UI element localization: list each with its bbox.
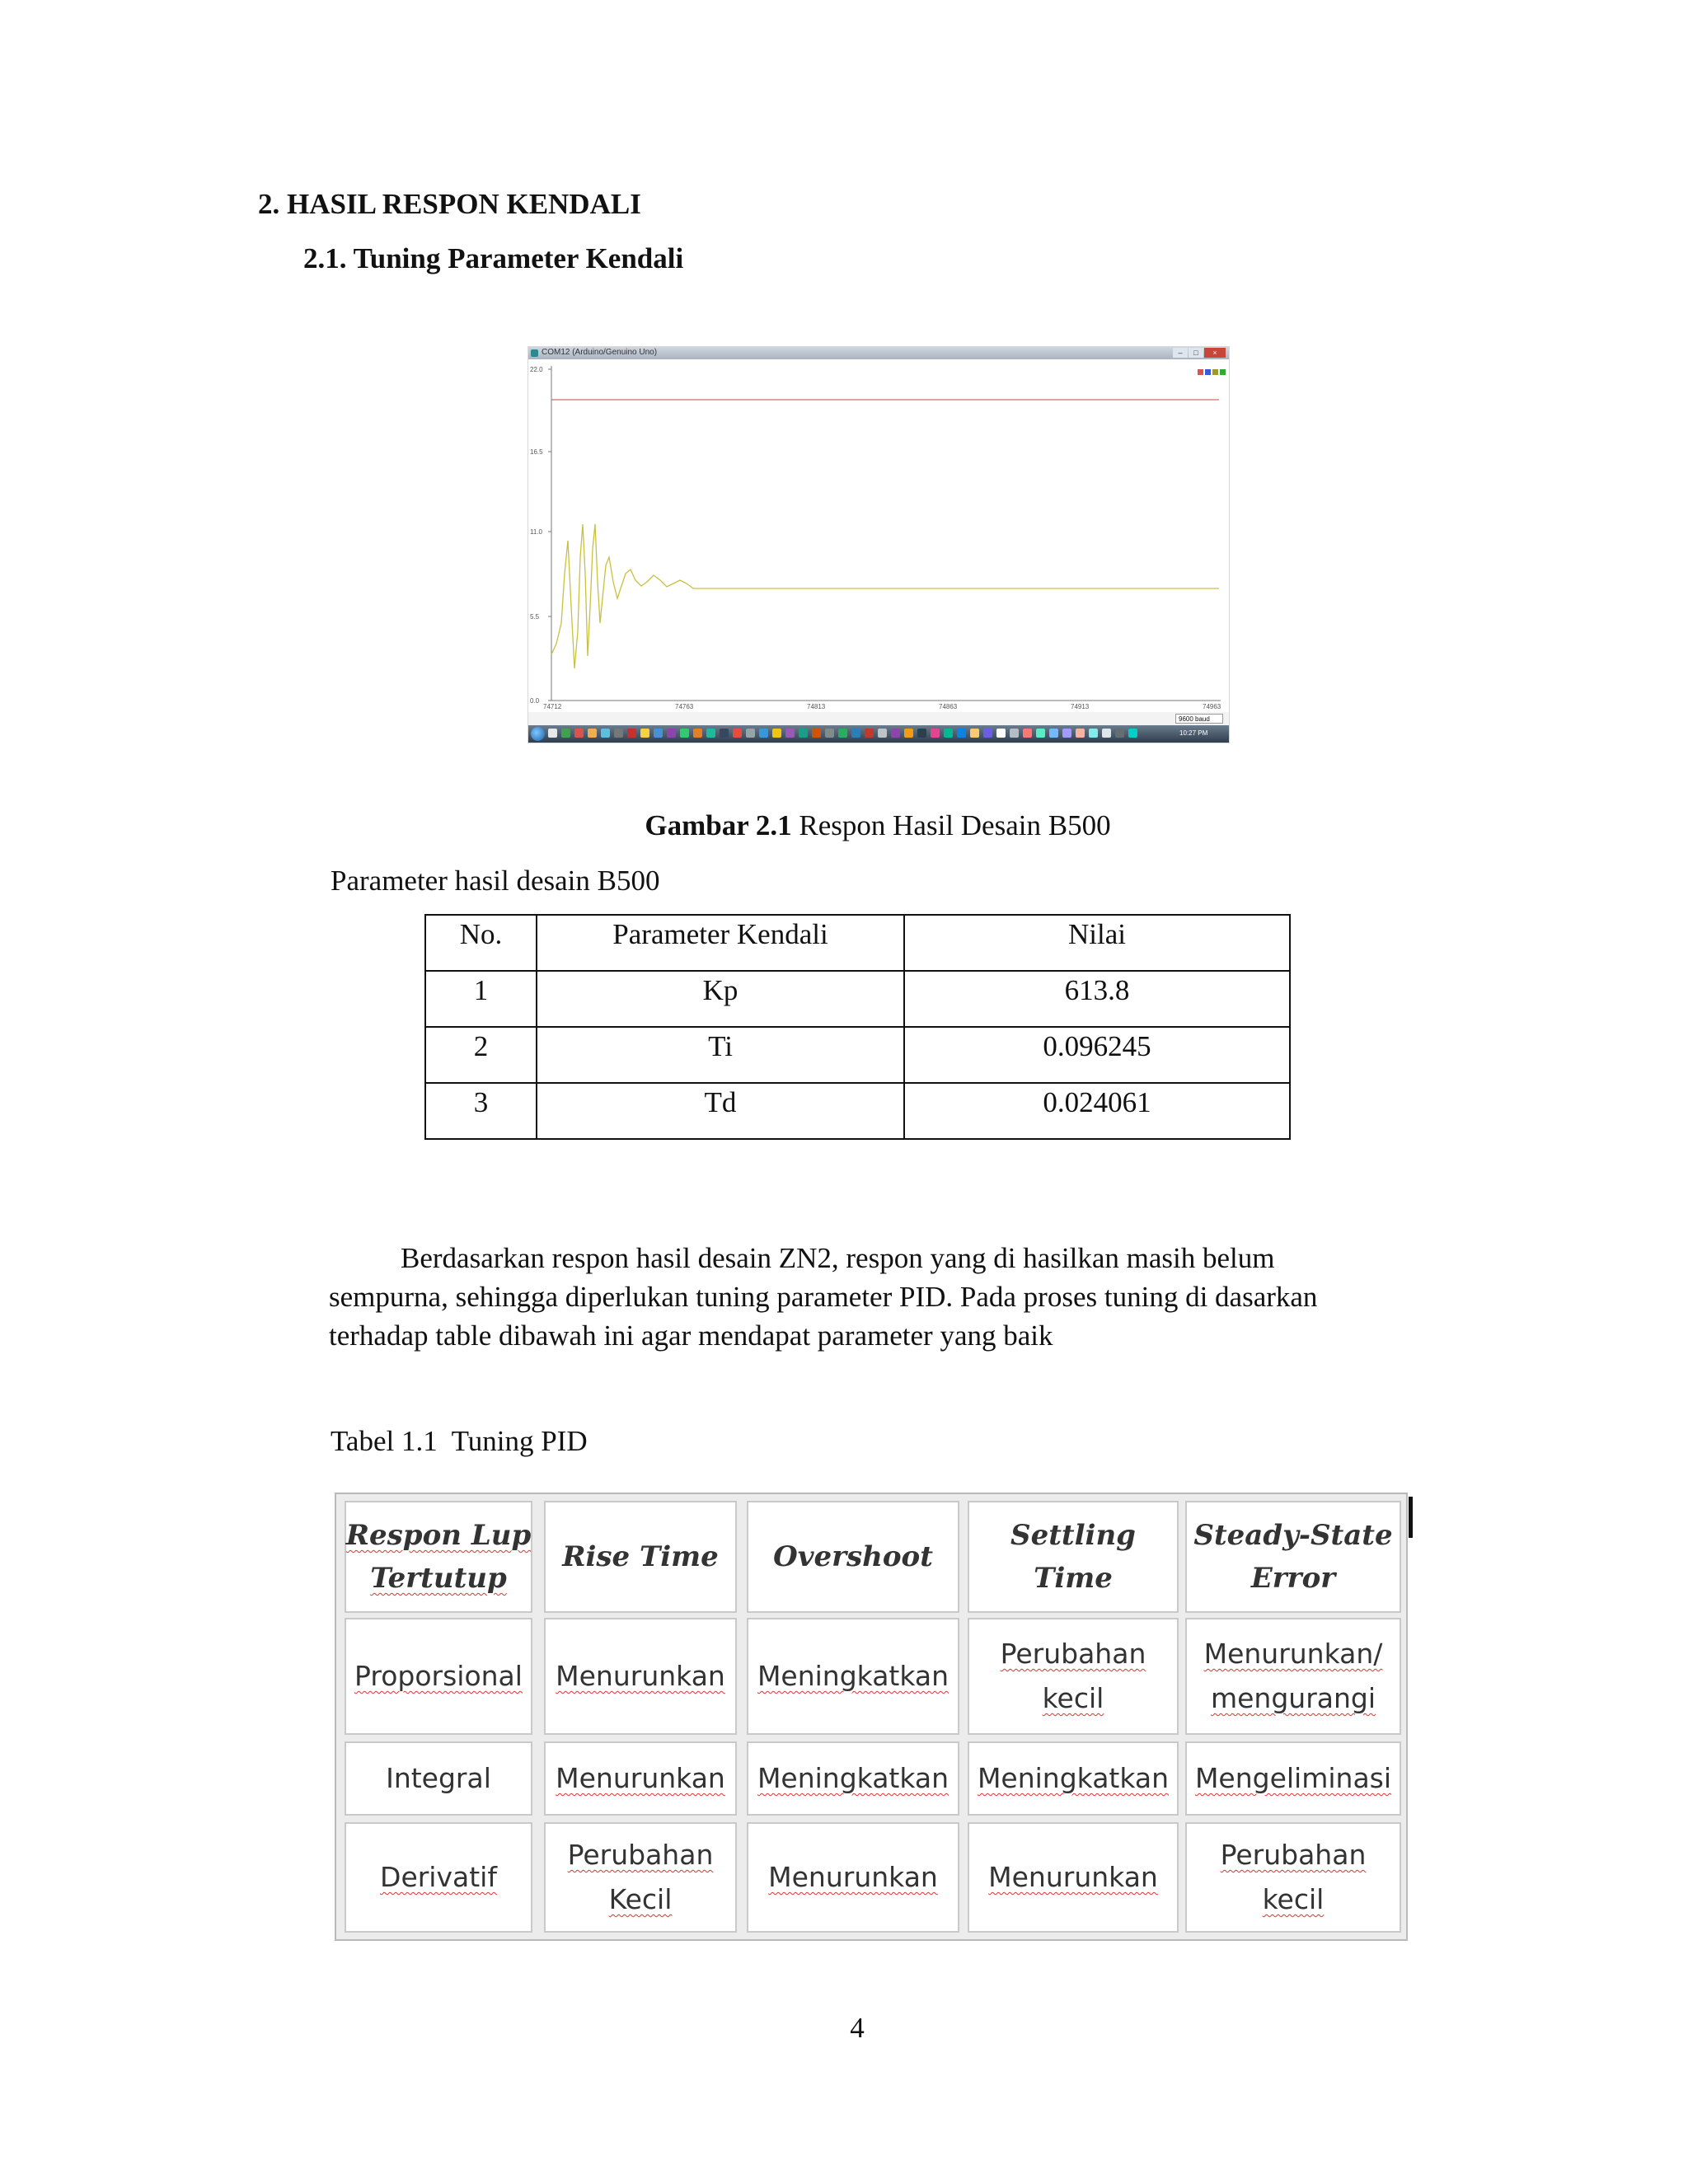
paragraph-line: terhadap table dibawah ini agar mendapat parameter yang baik — [329, 1319, 1053, 1352]
taskbar-app-icon[interactable] — [601, 729, 610, 738]
tuning-cell: Derivatif — [345, 1822, 532, 1933]
taskbar-app-icon[interactable] — [799, 729, 808, 738]
taskbar-app-icon[interactable] — [1102, 729, 1111, 738]
tuning-cell: Menurunkan — [544, 1741, 737, 1816]
x-tick-label: 74913 — [1071, 703, 1090, 710]
taskbar-app-icon[interactable] — [693, 729, 702, 738]
taskbar-app-icon[interactable] — [548, 729, 557, 738]
os-taskbar — [528, 725, 1229, 743]
table-caption: Tabel 1.1 Tuning PID — [331, 1425, 588, 1457]
taskbar-app-icon[interactable] — [891, 729, 900, 738]
taskbar-app-icon[interactable] — [1062, 729, 1071, 738]
taskbar-app-icon[interactable] — [640, 729, 649, 738]
taskbar-app-icon[interactable] — [957, 729, 966, 738]
tuning-cell: Proporsional — [345, 1618, 532, 1735]
table-row — [425, 1027, 1290, 1083]
taskbar-app-icon[interactable] — [931, 729, 940, 738]
table-cell: 613.8 — [904, 971, 1290, 1027]
taskbar-app-icon[interactable] — [944, 729, 953, 738]
taskbar-app-icon[interactable] — [1089, 729, 1098, 738]
parameter-label: Parameter hasil desain B500 — [331, 865, 660, 897]
plotter-statusbar — [528, 712, 1229, 725]
taskbar-app-icon[interactable] — [680, 729, 689, 738]
taskbar-app-icon[interactable] — [970, 729, 979, 738]
plot-area — [528, 359, 1229, 712]
x-tick-label: 74963 — [1203, 703, 1221, 710]
taskbar-icons — [548, 729, 1142, 739]
taskbar-app-icon[interactable] — [825, 729, 834, 738]
taskbar-app-icon[interactable] — [1010, 729, 1019, 738]
response-curve — [551, 524, 697, 668]
table-cell: Kp — [537, 971, 904, 1027]
table-row — [425, 971, 1290, 1027]
taskbar-app-icon[interactable] — [865, 729, 874, 738]
taskbar-app-icon[interactable] — [561, 729, 570, 738]
taskbar-app-icon[interactable] — [588, 729, 597, 738]
table-cell: 0.024061 — [904, 1083, 1290, 1139]
parameter-table — [424, 914, 1291, 1140]
y-tick-label: 5.5 — [530, 613, 540, 621]
taskbar-app-icon[interactable] — [1128, 729, 1137, 738]
window-title: COM12 (Arduino/Genuino Uno) — [542, 348, 658, 357]
tuning-cell: Integral — [345, 1741, 532, 1816]
tuning-cell: Menurunkan — [544, 1618, 737, 1735]
taskbar-app-icon[interactable] — [772, 729, 781, 738]
table-cell: Ti — [537, 1027, 904, 1083]
taskbar-app-icon[interactable] — [627, 729, 636, 738]
y-tick-label: 0.0 — [530, 697, 540, 705]
header-cell: Nilai — [904, 915, 1290, 971]
taskbar-app-icon[interactable] — [1023, 729, 1032, 738]
window-titlebar — [528, 347, 1229, 359]
tuning-cell: Perubahan kecil — [1185, 1822, 1401, 1933]
taskbar-app-icon[interactable] — [1076, 729, 1085, 738]
tuning-pid-table — [335, 1493, 1408, 1941]
taskbar-app-icon[interactable] — [1049, 729, 1058, 738]
taskbar-clock: 10:27 PM — [1179, 729, 1208, 737]
body-paragraph — [329, 1239, 1433, 1355]
figure-caption — [0, 809, 1688, 842]
subsection-heading: 2.1. Tuning Parameter Kendali — [303, 242, 684, 274]
table-cell: 0.096245 — [904, 1027, 1290, 1083]
close-button[interactable]: × — [1204, 348, 1226, 358]
taskbar-app-icon[interactable] — [878, 729, 887, 738]
taskbar-app-icon[interactable] — [838, 729, 847, 738]
tuning-cell: Perubahan Kecil — [544, 1822, 737, 1933]
tuning-cell: Meningkatkan — [747, 1618, 959, 1735]
minimize-button[interactable]: – — [1173, 348, 1188, 358]
caption-text: Respon Hasil Desain B500 — [791, 809, 1111, 841]
paragraph-line: Berdasarkan respon hasil desain ZN2, respon yang di hasilkan masih belum — [401, 1242, 1275, 1274]
x-tick-label: 74863 — [939, 703, 958, 710]
taskbar-app-icon[interactable] — [851, 729, 860, 738]
taskbar-app-icon[interactable] — [812, 729, 821, 738]
taskbar-app-icon[interactable] — [746, 729, 755, 738]
baud-rate-select[interactable]: 9600 baud — [1175, 714, 1223, 724]
tuning-header-cell: Rise Time — [544, 1501, 737, 1613]
taskbar-app-icon[interactable] — [917, 729, 926, 738]
table-cell: 2 — [425, 1027, 537, 1083]
tuning-cell: Meningkatkan — [747, 1741, 959, 1816]
taskbar-app-icon[interactable] — [1115, 729, 1124, 738]
page-number: 4 — [850, 2012, 865, 2044]
x-tick-label: 74813 — [807, 703, 826, 710]
taskbar-app-icon[interactable] — [667, 729, 676, 738]
tuning-cell: Menurunkan — [747, 1822, 959, 1933]
tuning-header-cell: Overshoot — [747, 1501, 959, 1613]
header-cell: Parameter Kendali — [537, 915, 904, 971]
tuning-header-cell: Respon Lup Tertutup — [345, 1501, 532, 1613]
taskbar-app-icon[interactable] — [574, 729, 584, 738]
taskbar-app-icon[interactable] — [614, 729, 623, 738]
tuning-cell: Menurunkan — [968, 1822, 1179, 1933]
y-tick-label: 16.5 — [530, 448, 543, 456]
table-cell: Td — [537, 1083, 904, 1139]
taskbar-app-icon[interactable] — [654, 729, 663, 738]
table-header-row — [425, 915, 1290, 971]
taskbar-app-icon[interactable] — [1036, 729, 1045, 738]
table-cell: 3 — [425, 1083, 537, 1139]
taskbar-app-icon[interactable] — [759, 729, 768, 738]
taskbar-app-icon[interactable] — [733, 729, 742, 738]
x-tick-label: 74712 — [543, 703, 562, 710]
taskbar-app-icon[interactable] — [720, 729, 729, 738]
x-tick-label: 74763 — [675, 703, 694, 710]
tuning-cell: Meningkatkan — [968, 1741, 1179, 1816]
start-button[interactable] — [531, 727, 545, 741]
section-heading: 2. HASIL RESPON KENDALI — [258, 188, 641, 220]
table-row — [425, 1083, 1290, 1139]
caption-label: Gambar 2.1 — [645, 809, 792, 841]
taskbar-app-icon[interactable] — [996, 729, 1006, 738]
tuning-header-cell: Steady-State Error — [1185, 1501, 1401, 1613]
tuning-header-cell: Settling Time — [968, 1501, 1179, 1613]
text-cursor — [1409, 1497, 1413, 1538]
arduino-icon — [531, 349, 538, 357]
y-tick-label: 22.0 — [530, 366, 543, 373]
tuning-cell: Perubahan kecil — [968, 1618, 1179, 1735]
tuning-cell: Menurunkan/ mengurangi — [1185, 1618, 1401, 1735]
taskbar-app-icon[interactable] — [983, 729, 992, 738]
taskbar-app-icon[interactable] — [904, 729, 913, 738]
tuning-cell: Mengeliminasi — [1185, 1741, 1401, 1816]
paragraph-line: sempurna, sehingga diperlukan tuning parameter PID. Pada proses tuning di dasarkan — [329, 1281, 1318, 1313]
maximize-button[interactable]: □ — [1189, 348, 1203, 358]
taskbar-app-icon[interactable] — [785, 729, 795, 738]
table-cell: 1 — [425, 971, 537, 1027]
header-cell: No. — [425, 915, 537, 971]
taskbar-app-icon[interactable] — [706, 729, 715, 738]
serial-plotter-screenshot — [528, 347, 1229, 743]
y-tick-label: 11.0 — [530, 528, 542, 536]
